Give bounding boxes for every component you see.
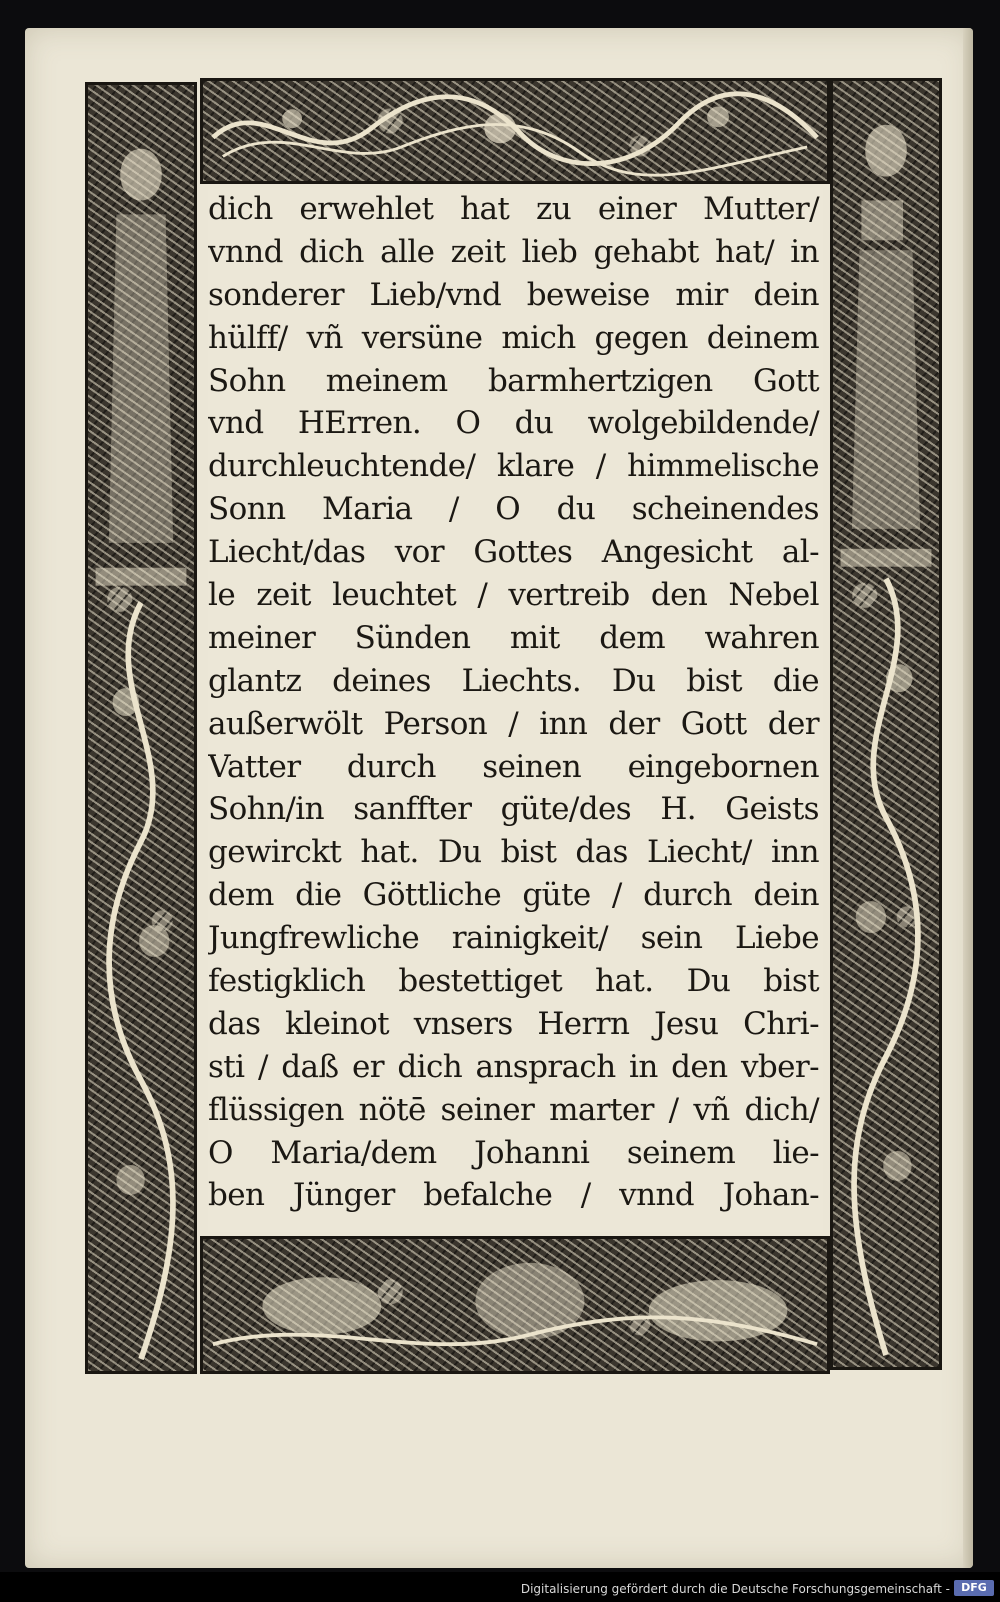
- text-line: flüssigen nötē seiner marter / vñ dich/: [208, 1091, 819, 1128]
- woodcut-border-right: [830, 78, 942, 1370]
- woodcut-border-left: [85, 82, 197, 1374]
- text-line: glantz deines Liechts. Du bist die: [208, 662, 819, 699]
- woodcut-border-top: [200, 78, 830, 184]
- text-line: Jungfrewliche rainigkeit/ sein Liebe: [208, 920, 819, 957]
- text-line: dem die Göttliche güte / durch dein: [208, 877, 819, 914]
- text-line: vnd HErren. O du wolgebildende/: [208, 405, 819, 442]
- figure-column-ornament-icon: [88, 85, 194, 1371]
- footer-bar: [0, 1572, 1000, 1602]
- text-line: Sonn Maria / O du scheinendes: [208, 491, 819, 528]
- text-line: vnnd dich alle zeit lieb gehabt hat/ in: [208, 233, 819, 270]
- text-line: O Maria/dem Johanni seinem lie-: [208, 1134, 819, 1171]
- text-line: Sohn meinem barmhertzigen Gott: [208, 362, 819, 399]
- woodcut-border-bottom: [200, 1236, 830, 1374]
- text-line: ben Jünger befalche / vnnd Johan-: [208, 1177, 819, 1214]
- text-line: sti / daß er dich ansprach in den vber-: [208, 1048, 819, 1085]
- text-line: sonderer Lieb/vnd beweise mir dein: [208, 276, 819, 313]
- text-line: das kleinot vnsers Herrn Jesu Chri-: [208, 1005, 819, 1042]
- text-line: Sohn/in sanffter güte/des H. Geists: [208, 791, 819, 828]
- text-line: meiner Sünden mit dem wahren: [208, 619, 819, 656]
- text-line: festigklich bestettiget hat. Du bist: [208, 963, 819, 1000]
- text-line: durchleuchtende/ klare / himmelische: [208, 448, 819, 485]
- text-line: Liecht/das vor Gottes Angesicht al-: [208, 534, 819, 571]
- saint-column-ornament-icon: [833, 81, 939, 1367]
- page-edge: [963, 28, 973, 1568]
- putti-ornament-icon: [203, 1239, 827, 1371]
- text-block: [208, 188, 823, 1232]
- funding-credit: Digitalisierung gefördert durch die Deutsche Forschungsgemeinschaft -: [520, 1582, 950, 1596]
- text-line: hülff/ vñ versüne mich gegen deinem: [208, 319, 819, 356]
- text-line: außerwölt Person / inn der Gott der: [208, 705, 819, 742]
- dfg-logo-icon: DFG: [954, 1580, 994, 1596]
- text-line: le zeit leuchtet / vertreib den Nebel: [208, 577, 819, 614]
- text-line: dich erwehlet hat zu einer Mutter/: [208, 191, 819, 227]
- text-line: gewirckt hat. Du bist das Liecht/ inn: [208, 834, 819, 871]
- foliage-ornament-icon: [203, 81, 827, 181]
- text-line: Vatter durch seinen eingebornen: [208, 748, 819, 785]
